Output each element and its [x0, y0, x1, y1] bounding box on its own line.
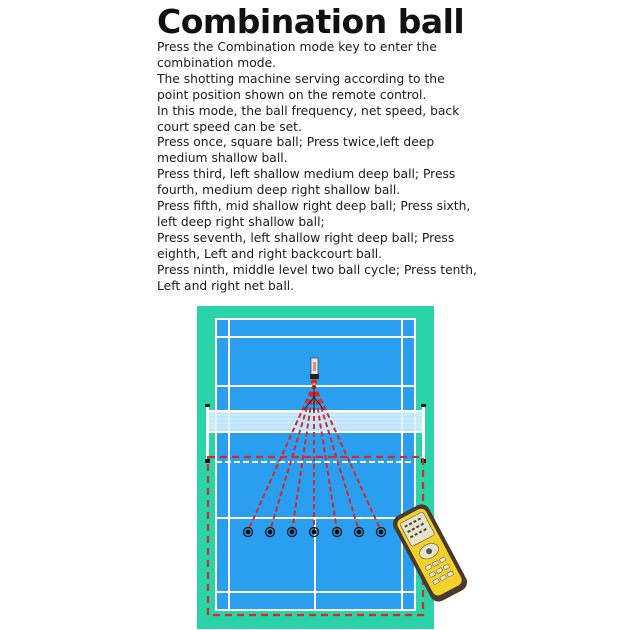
desc-line-5: Press third, left shallow medium deep ball; Press fourth, medium deep right shallow ball. — [157, 167, 456, 198]
desc-line-6: Press fifth, mid shallow right deep ball; Press sixth, left deep right shallow ball; — [157, 199, 471, 229]
desc-line-8: Press ninth, middle level two ball cycle; Press tenth, Left and right net ball. — [157, 262, 477, 293]
desc-line-7: Press seventh, left shallow right deep ball; Press eighth, Left and right backcourt ball. — [157, 230, 455, 261]
desc-line-4: Press once, square ball; Press twice,left deep medium shallow ball. — [157, 135, 435, 166]
desc-line-3: In this mode, the ball frequency, net speed, back court speed can be set. — [157, 103, 460, 134]
net — [207, 410, 423, 433]
desc-line-2: The shotting machine serving according to the point position shown on the remote control. — [157, 71, 445, 102]
desc-line-1: Press the Combination mode key to enter the combination mode. — [157, 40, 437, 70]
page-title: Combination ball — [157, 2, 465, 41]
